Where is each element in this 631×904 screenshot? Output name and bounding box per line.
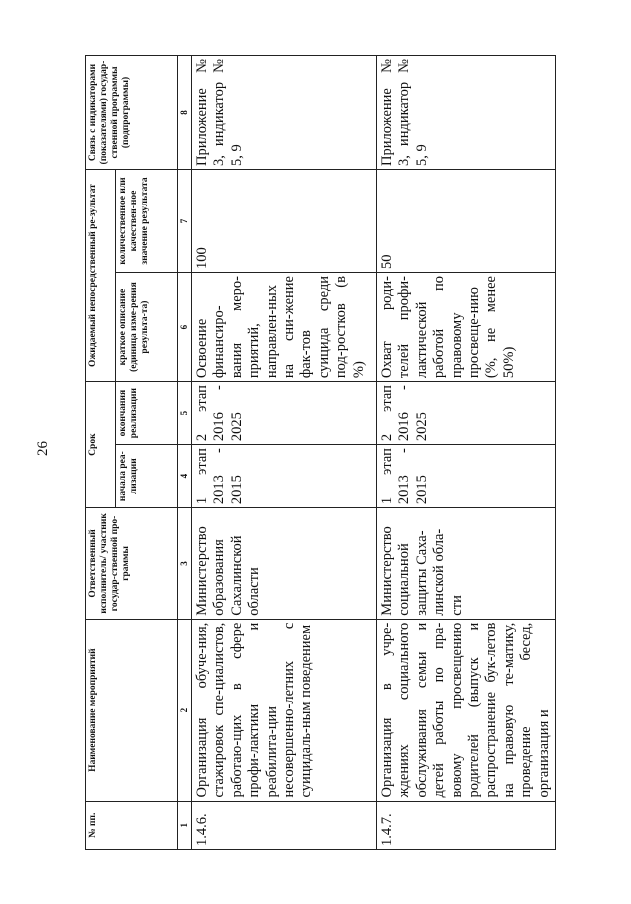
header-term: Срок	[86, 382, 116, 508]
row-link: Приложение № 3, индикатор № 5, 9	[192, 56, 377, 170]
table-row	[377, 56, 556, 850]
page-number: 26	[35, 441, 51, 456]
row-responsible: Министерство социальной защиты Саха-линской обла-сти	[377, 508, 556, 620]
col-number: 2	[178, 619, 192, 801]
row-result-desc: Освоение финансиро-вания меро-приятий, направлен-ных на сни-жение фак-тов суицида среди под-ростков (в %)	[192, 273, 377, 382]
header-result: Ожидаемый непосредственный ре-зультат	[86, 169, 116, 381]
rotated-table-sheet	[85, 55, 552, 850]
col-number: 7	[178, 169, 192, 272]
header-num: № пп.	[86, 801, 178, 849]
col-number: 4	[178, 445, 192, 508]
row-responsible: Министерство образования Сахалинской области	[192, 508, 377, 620]
measures-table	[85, 55, 556, 850]
col-number: 6	[178, 273, 192, 382]
header-responsible: Ответственный исполнитель/ участник государ-ственной про-граммы	[86, 508, 178, 620]
row-end: 2 этап 2016 - 2025	[377, 382, 556, 445]
row-end: 2 этап 2016 - 2025	[192, 382, 377, 445]
header-name: Наименование мероприятий	[86, 619, 178, 801]
header-term-end: окончания реализации	[116, 382, 178, 445]
row-result-desc: Охват роди-телей профи-лактической работой по правовому просвеще-нию (%, не менее 50%)	[377, 273, 556, 382]
row-start: 1 этап 2013 - 2015	[192, 445, 377, 508]
col-number: 5	[178, 382, 192, 445]
row-num: 1.4.7.	[377, 801, 556, 849]
header-term-start: начала реа-лизации	[116, 445, 178, 508]
col-number: 3	[178, 508, 192, 620]
header-result-value: количественное или качествен-ное значение результата	[116, 169, 178, 272]
header-link: Связь с индикаторами (показателями) государ-ственной программы (подпрограммы)	[86, 56, 178, 170]
row-result-value: 100	[192, 169, 377, 272]
row-num: 1.4.6.	[192, 801, 377, 849]
header-result-desc: краткое описание (единица изме-рения результа-та)	[116, 273, 178, 382]
table-row	[192, 56, 377, 850]
row-name: Организация в учре-ждениях социального обслуживания семьи и детей работы по пра-вовому просвещению родителей (выпуск и распространение бук-летов на правовую те-матику, проведение бесед, организация и	[377, 619, 556, 801]
col-number: 1	[178, 801, 192, 849]
row-result-value: 50	[377, 169, 556, 272]
row-start: 1 этап 2013 - 2015	[377, 445, 556, 508]
row-link: Приложение № 3, индикатор № 5, 9	[377, 56, 556, 170]
row-name: Организация обуче-ния, стажировок спе-циалистов, работаю-щих в сфере профи-лактики и реабилита-ции несовершенно-летних с суицидаль-ным поведением	[192, 619, 377, 801]
col-number: 8	[178, 56, 192, 170]
